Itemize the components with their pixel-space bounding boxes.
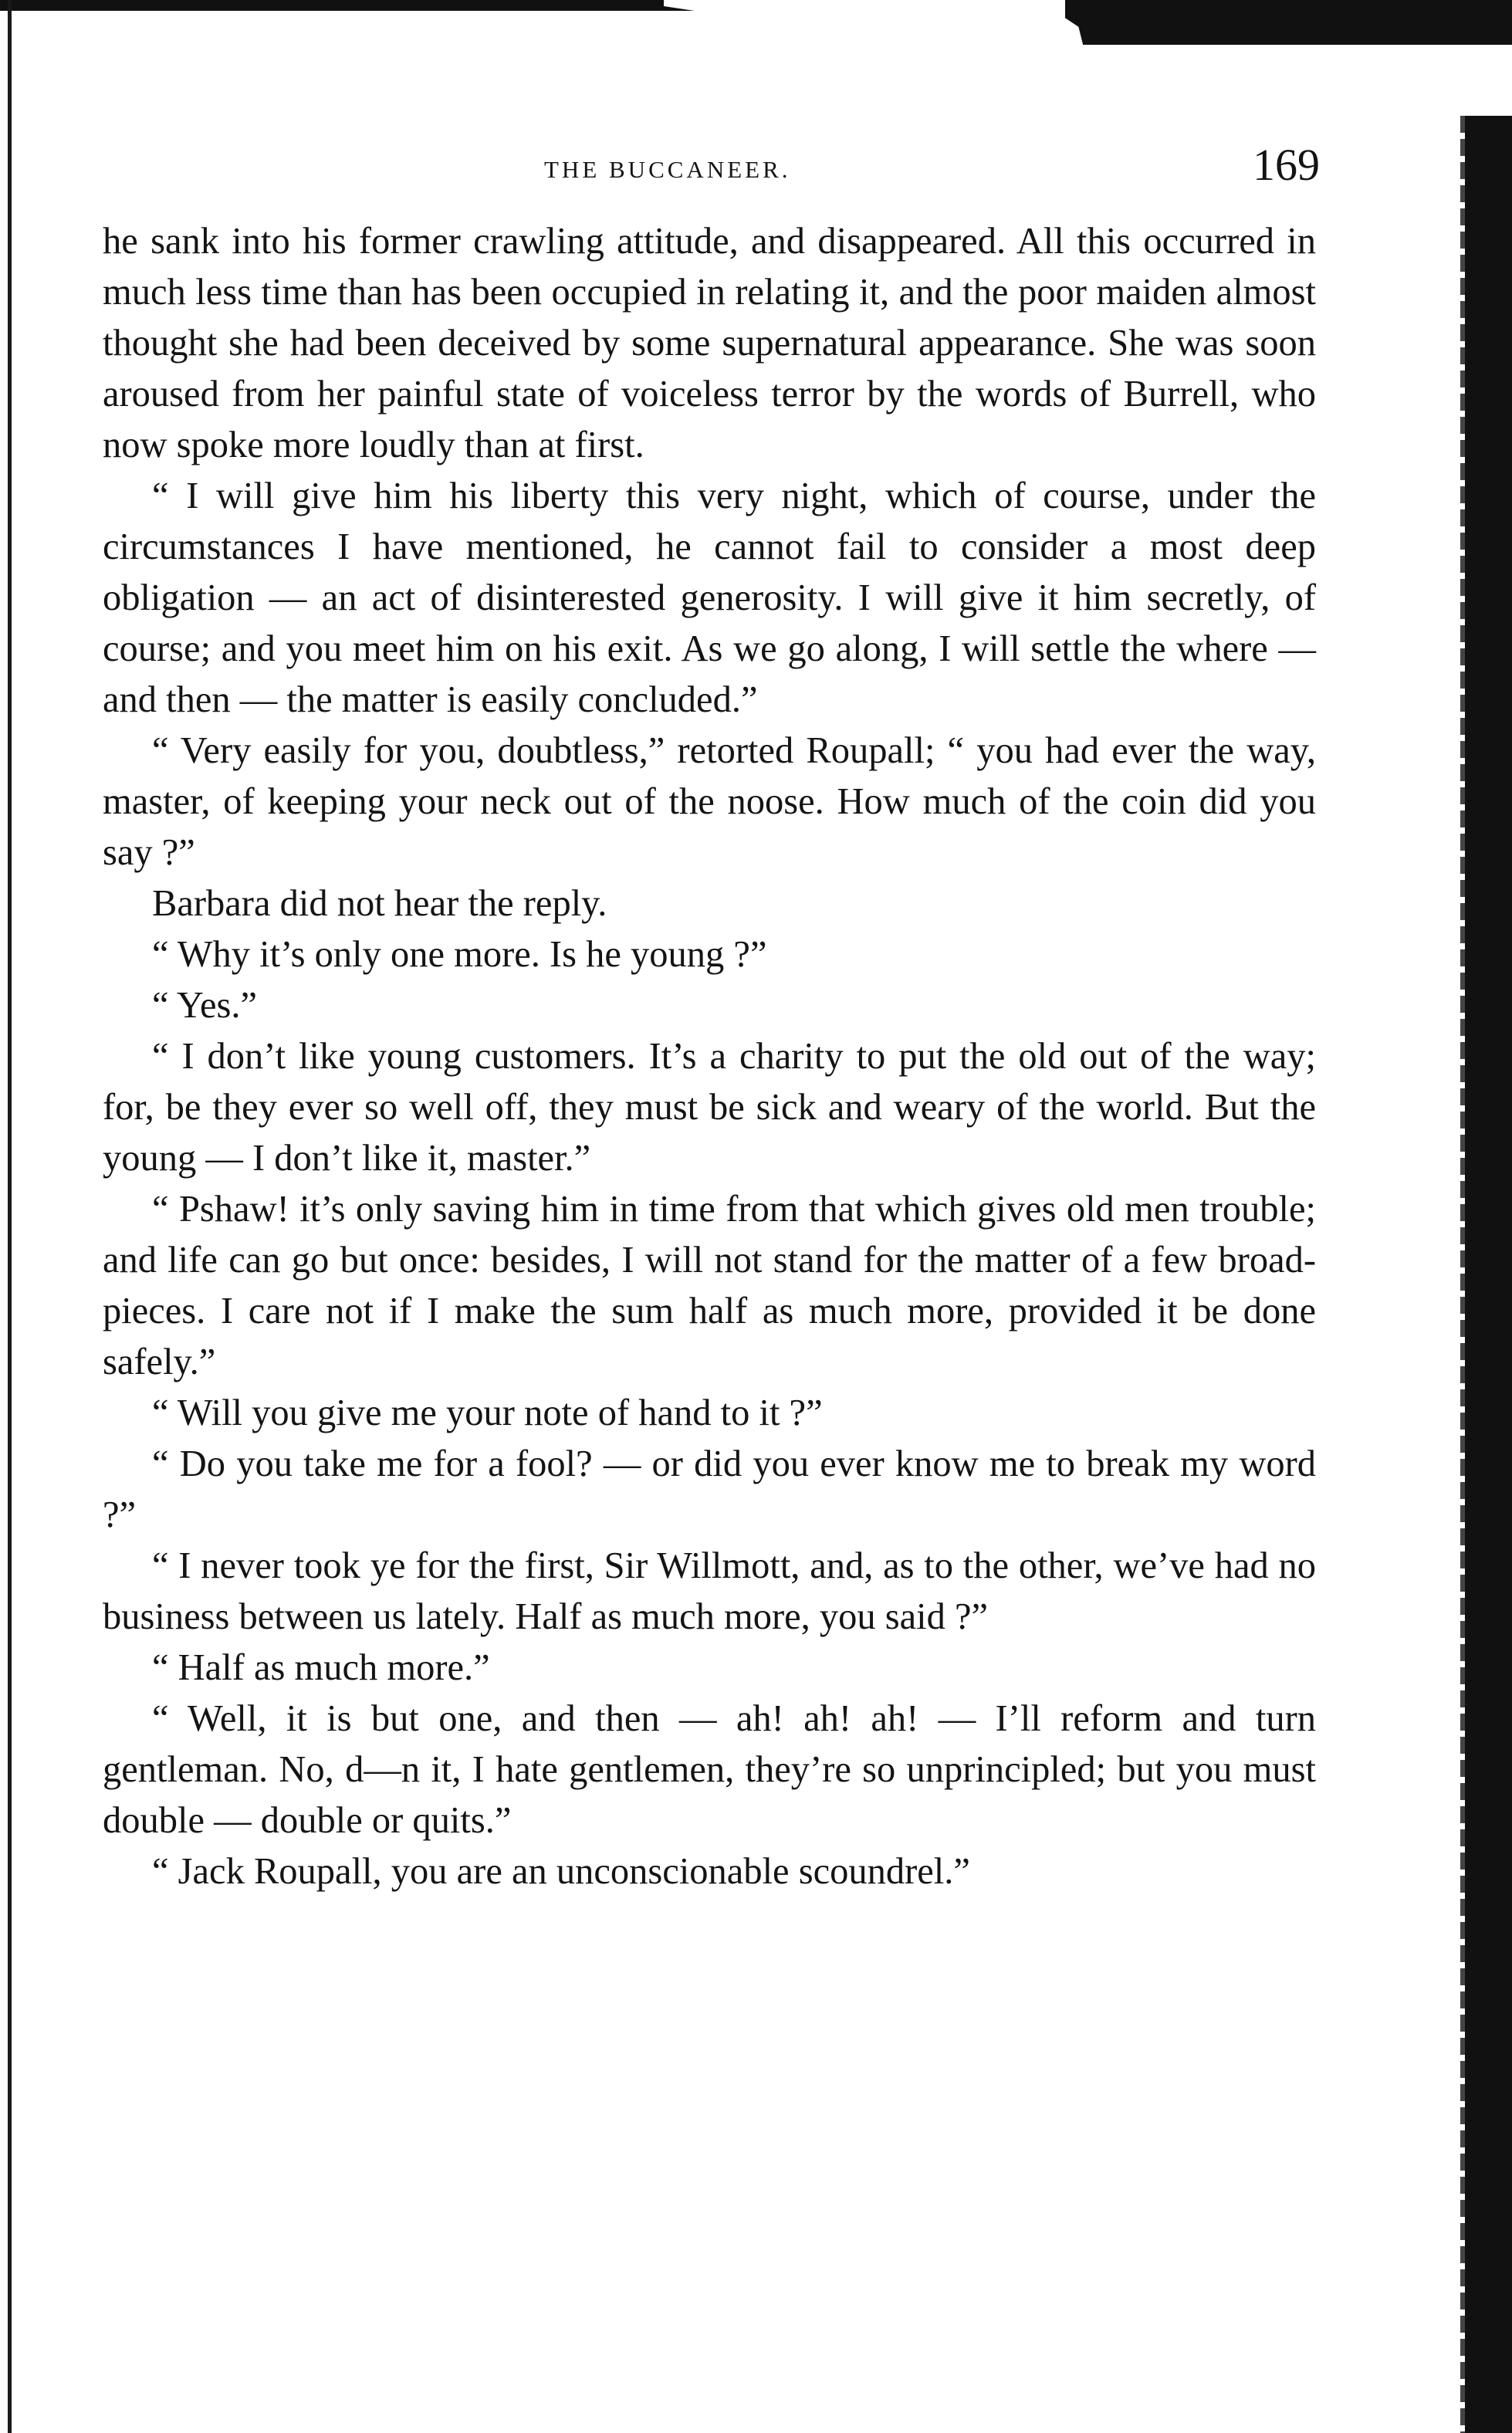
paragraph: “ Jack Roupall, you are an unconscionable scoundrel.” [152, 1851, 970, 1892]
paragraph: “ Will you give me your note of hand to it ?” [152, 1392, 823, 1433]
paragraph: “ Well, it is but one, and then — ah! ah! ah! — I’ll reform and turn gentleman. No, d—n it, I hate gentlemen, they’re so unprincipled; but you must double — double or quits.” [103, 1698, 1316, 1841]
paragraph: Barbara did not hear the reply. [152, 883, 607, 924]
paragraph: “ Half as much more.” [152, 1647, 490, 1688]
paragraph: “ Yes.” [152, 985, 258, 1026]
paragraph: “ Pshaw! it’s only saving him in time from that which gives old men trouble; and life can go but once: besides, I will not stand for the matter of a few broad-pieces. I care not if I make the sum half as much more, provided it be done safely.” [103, 1189, 1316, 1382]
body-text [103, 216, 1316, 1897]
paragraph: “ Do you take me for a fool? — or did you ever know me to break my word ?” [103, 1443, 1316, 1535]
running-head: THE BUCCANEER. [544, 156, 791, 183]
page-number: 169 [1253, 140, 1320, 190]
paragraph: “ I never took ye for the first, Sir Willmott, and, as to the other, we’ve had no business between us lately. Half as much more, you said ?” [103, 1545, 1316, 1637]
page-header [100, 139, 1320, 193]
paragraph: “ I will give him his liberty this very night, which of course, under the circumstances I have mentioned, he cannot fail to consider a most deep obligation — an act of disinterested generosity. I will give it him secretly, of course; and you meet him on his exit. As we go along, I will settle the where — and then — the matter is easily concluded.” [103, 475, 1316, 720]
scan-edge-top-right [1065, 0, 1512, 45]
paragraph: he sank into his former crawling attitude, and disappeared. All this occurred in much less time than has been occupied in relating it, and the poor maiden almost thought she had been deceived by some supernatural appearance. She was soon aroused from her painful state of voiceless terror by the words of Burrell, who now spoke more loudly than at first. [103, 221, 1316, 465]
paragraph: “ Why it’s only one more. Is he young ?” [152, 934, 767, 975]
scan-edge-top-left [0, 0, 664, 11]
scan-edge-right [1465, 116, 1512, 2433]
paragraph: “ Very easily for you, doubtless,” retorted Roupall; “ you had ever the way, master, of keeping your neck out of the noose. How much of the coin did you say ?” [103, 730, 1316, 873]
paragraph: “ I don’t like young customers. It’s a charity to put the old out of the way; for, be they ever so well off, they must be sick and weary of the world. But the young — I don’t like it, master.” [103, 1036, 1316, 1179]
scan-edge-left [8, 0, 12, 2433]
